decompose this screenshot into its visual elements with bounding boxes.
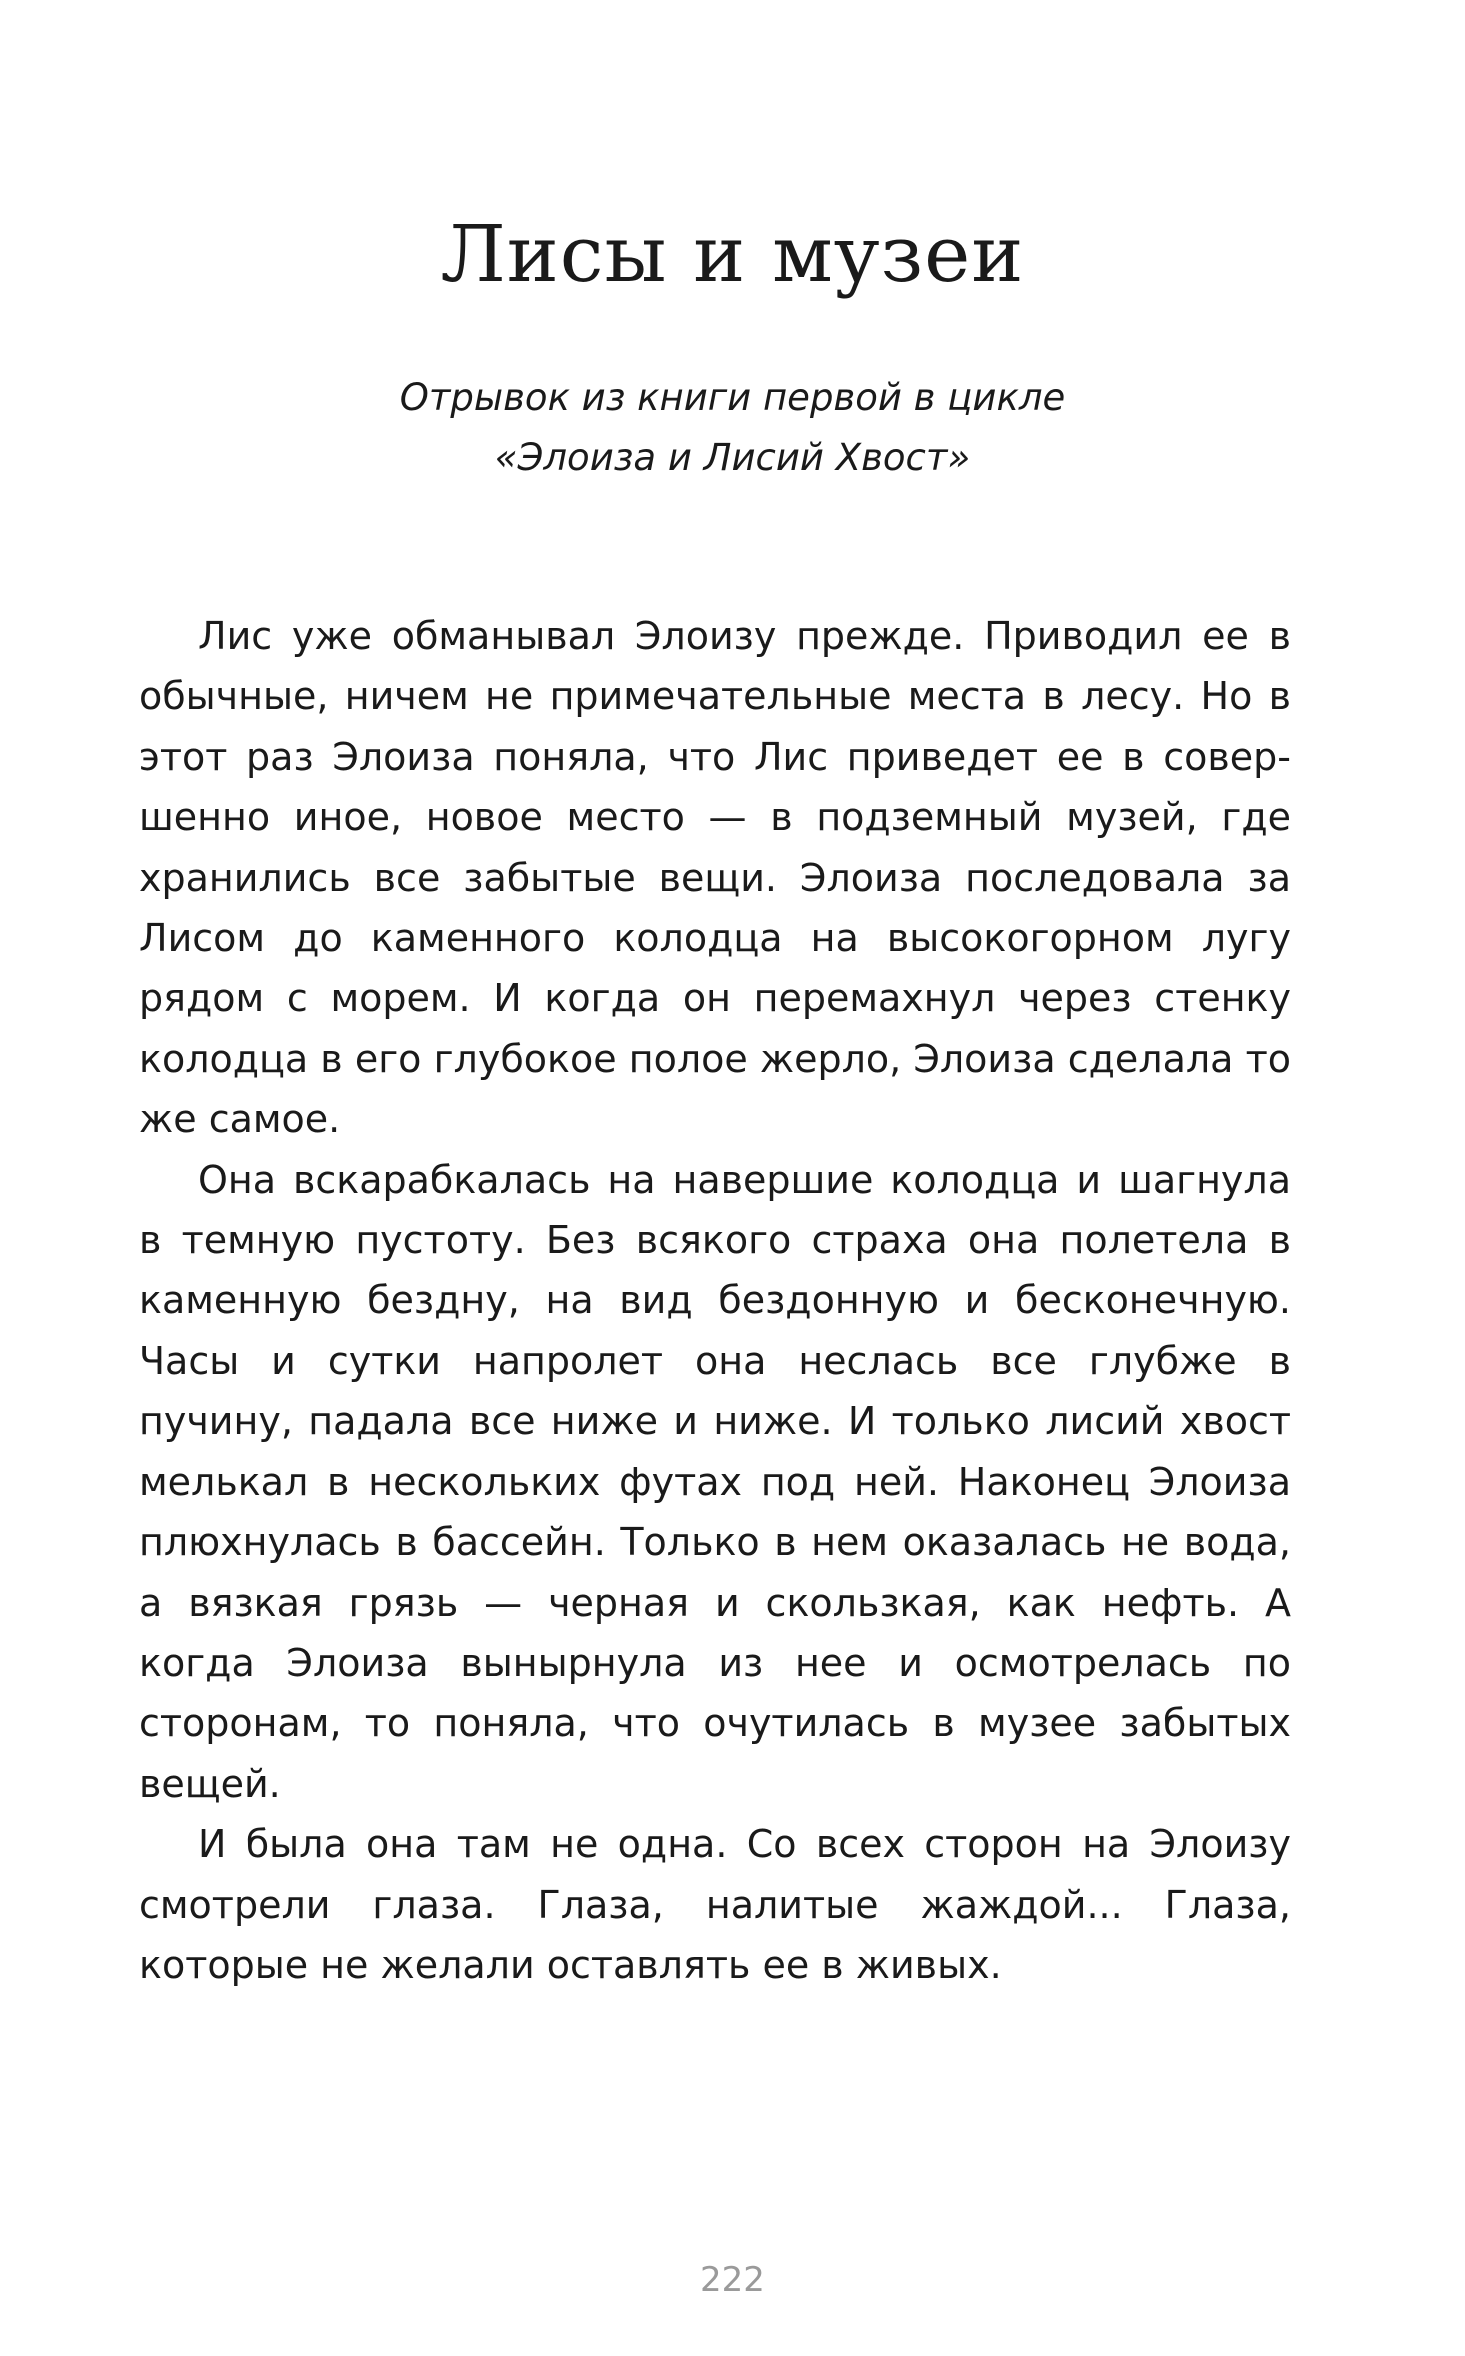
body-text: [139, 606, 1291, 1995]
subtitle-line-1: Отрывок из книги первой в цикле: [399, 376, 1066, 419]
paragraph-2: Она вскарабкалась на навершие колодца и шагнула в темную пустоту. Без всякого страха она полетела в каменную бездну, на вид бездонную и бесконечную. Часы и сутки напролет она неслась все глубже в пучину, падала все ниже и ниже. И только лисий хвост мелькал в нескольких футах под ней. Наконец Элоиза плюхнулась в бассейн. Только в нем оказалась не вода, а вязкая грязь — черная и скользкая, как нефть. А когда Элоиза вынырнула из нее и осмотрелась по сторонам, то поняла, что очутилась в музее забытых вещей.: [139, 1157, 1291, 1806]
chapter-subtitle: [0, 368, 1465, 488]
subtitle-line-2: «Элоиза и Лисий Хвост»: [494, 436, 971, 479]
chapter-title: Лисы и музеи: [440, 210, 1025, 300]
paragraph-1: Лис уже обманывал Элоизу прежде. Приводил ее в обычные, ничем не примечательные места в лесу. Но в этот раз Элоиза поняла, что Лис приведет ее в совершенно иное, новое место — в подземный музей, где хранились все забытые вещи. Элоиза последовала за Лисом до каменного колодца на высокогорном лугу рядом с морем. И когда он перемахнул через стенку колодца в его глубокое полое жерло, Элоиза сделала то же самое.: [139, 614, 1291, 1142]
page-number: 222: [700, 2260, 765, 2300]
paragraph-3: И была она там не одна. Со всех сторон на Элоизу смотрели глаза. Глаза, налитые жаждой... Глаза, которые не желали оставлять ее в живых.: [139, 1822, 1291, 1987]
